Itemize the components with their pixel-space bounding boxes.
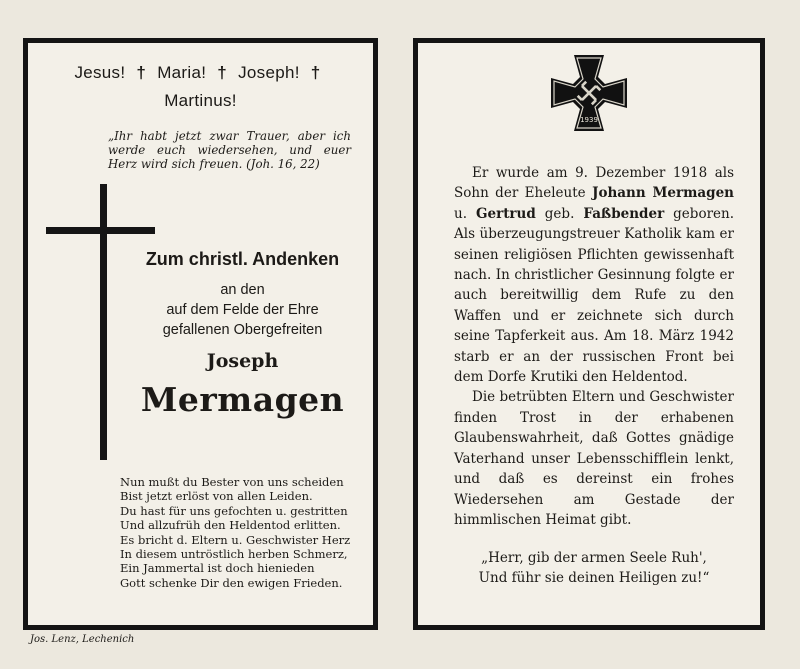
poem-line: In diesem untröstlich herben Schmerz, [120, 547, 348, 562]
large-cross-icon [100, 184, 107, 460]
bio-paragraph-1 [454, 163, 734, 387]
memorial-line-2: auf dem Felde der Ehre [166, 302, 319, 318]
small-cross-icon: † [217, 63, 228, 82]
first-name: Joseph [206, 350, 279, 372]
bible-verse: „Ihr habt jetzt zwar Trauer, aber ich werde euch wiedersehen, und euer Herz wird sich freuen. (Joh. 16, 22) [108, 129, 351, 171]
invocation-martinus: Martinus! [164, 91, 237, 110]
memorial-poem [120, 475, 355, 590]
emblem-year: 1939 [580, 116, 598, 124]
bio-text: Er wurde am 9. Dezember 1918 als Sohn der Eheleute [454, 165, 734, 202]
maiden-name: Faßbender [583, 205, 665, 222]
large-cross-bar [46, 227, 155, 234]
prayer-line-2: Und führ sie deinen Heiligen zu!“ [478, 570, 710, 587]
bio-text: u. [454, 205, 476, 222]
biography [454, 163, 734, 530]
father-name: Johann Mermagen [592, 185, 734, 202]
poem-line: Es bricht d. Eltern u. Geschwister Herz [120, 532, 351, 547]
invocation-jesus: Jesus! [74, 63, 126, 82]
printer-imprint: Jos. Lenz, Lechenich [30, 634, 135, 645]
bio-paragraph-2: Die betrübten Eltern und Geschwister finden Trost in der erhabenen Glaubenswahrheit, daß Gottes gnädige Vaterhand unser Lebensschifflein lenkt, und daß es dereinst ein frohes Wiedersehen am Gestade der himmlischen Heimat gibt. [454, 389, 734, 528]
invocation-maria: Maria! [157, 63, 207, 82]
prayer-line-1: „Herr, gib der armen Seele Ruh', [481, 550, 707, 566]
poem-line: Ein Jammertal ist doch hienieden [120, 561, 315, 576]
poem-line: Gott schenke Dir den ewigen Frieden. [120, 575, 343, 590]
left-card [23, 38, 378, 630]
memorial-title: Zum christl. Andenken [145, 249, 340, 269]
small-cross-icon: † [136, 63, 147, 82]
invocation-line [28, 63, 373, 83]
right-card [413, 38, 765, 630]
memorial-line-1: an den [220, 282, 265, 298]
mother-name: Gertrud [475, 205, 536, 222]
surname: Mermagen [140, 380, 345, 419]
closing-prayer [454, 548, 734, 589]
bio-text: geb. [535, 205, 584, 222]
memorial-line-3: gefallenen Obergefreiten [162, 322, 323, 338]
poem-line: Bist jetzt erlöst von allen Leiden. [120, 489, 313, 504]
invocation-joseph: Joseph! [238, 63, 300, 82]
iron-cross-icon [551, 55, 627, 131]
poem-line: Und allzufrüh den Heldentod erlitten. [120, 518, 341, 533]
small-cross-icon: † [310, 63, 321, 82]
bio-text: geboren. Als überzeugungstreuer Katholik kam er seinen religiösen Pflichten gewissenhaft nach. In christlicher Gesinnung folgte er auch bereitwillig dem Rufe zu den Waffen und er zeichnete sich durch seine Tapferkeit aus. Am 18. März 1942 starb er an der russischen Front bei dem Dorfe Krutiki den Heldentod. [454, 205, 734, 386]
poem-line: Nun mußt du Bester von uns scheiden [120, 475, 344, 489]
poem-line: Du hast für uns gefochten u. gestritten [120, 503, 348, 518]
